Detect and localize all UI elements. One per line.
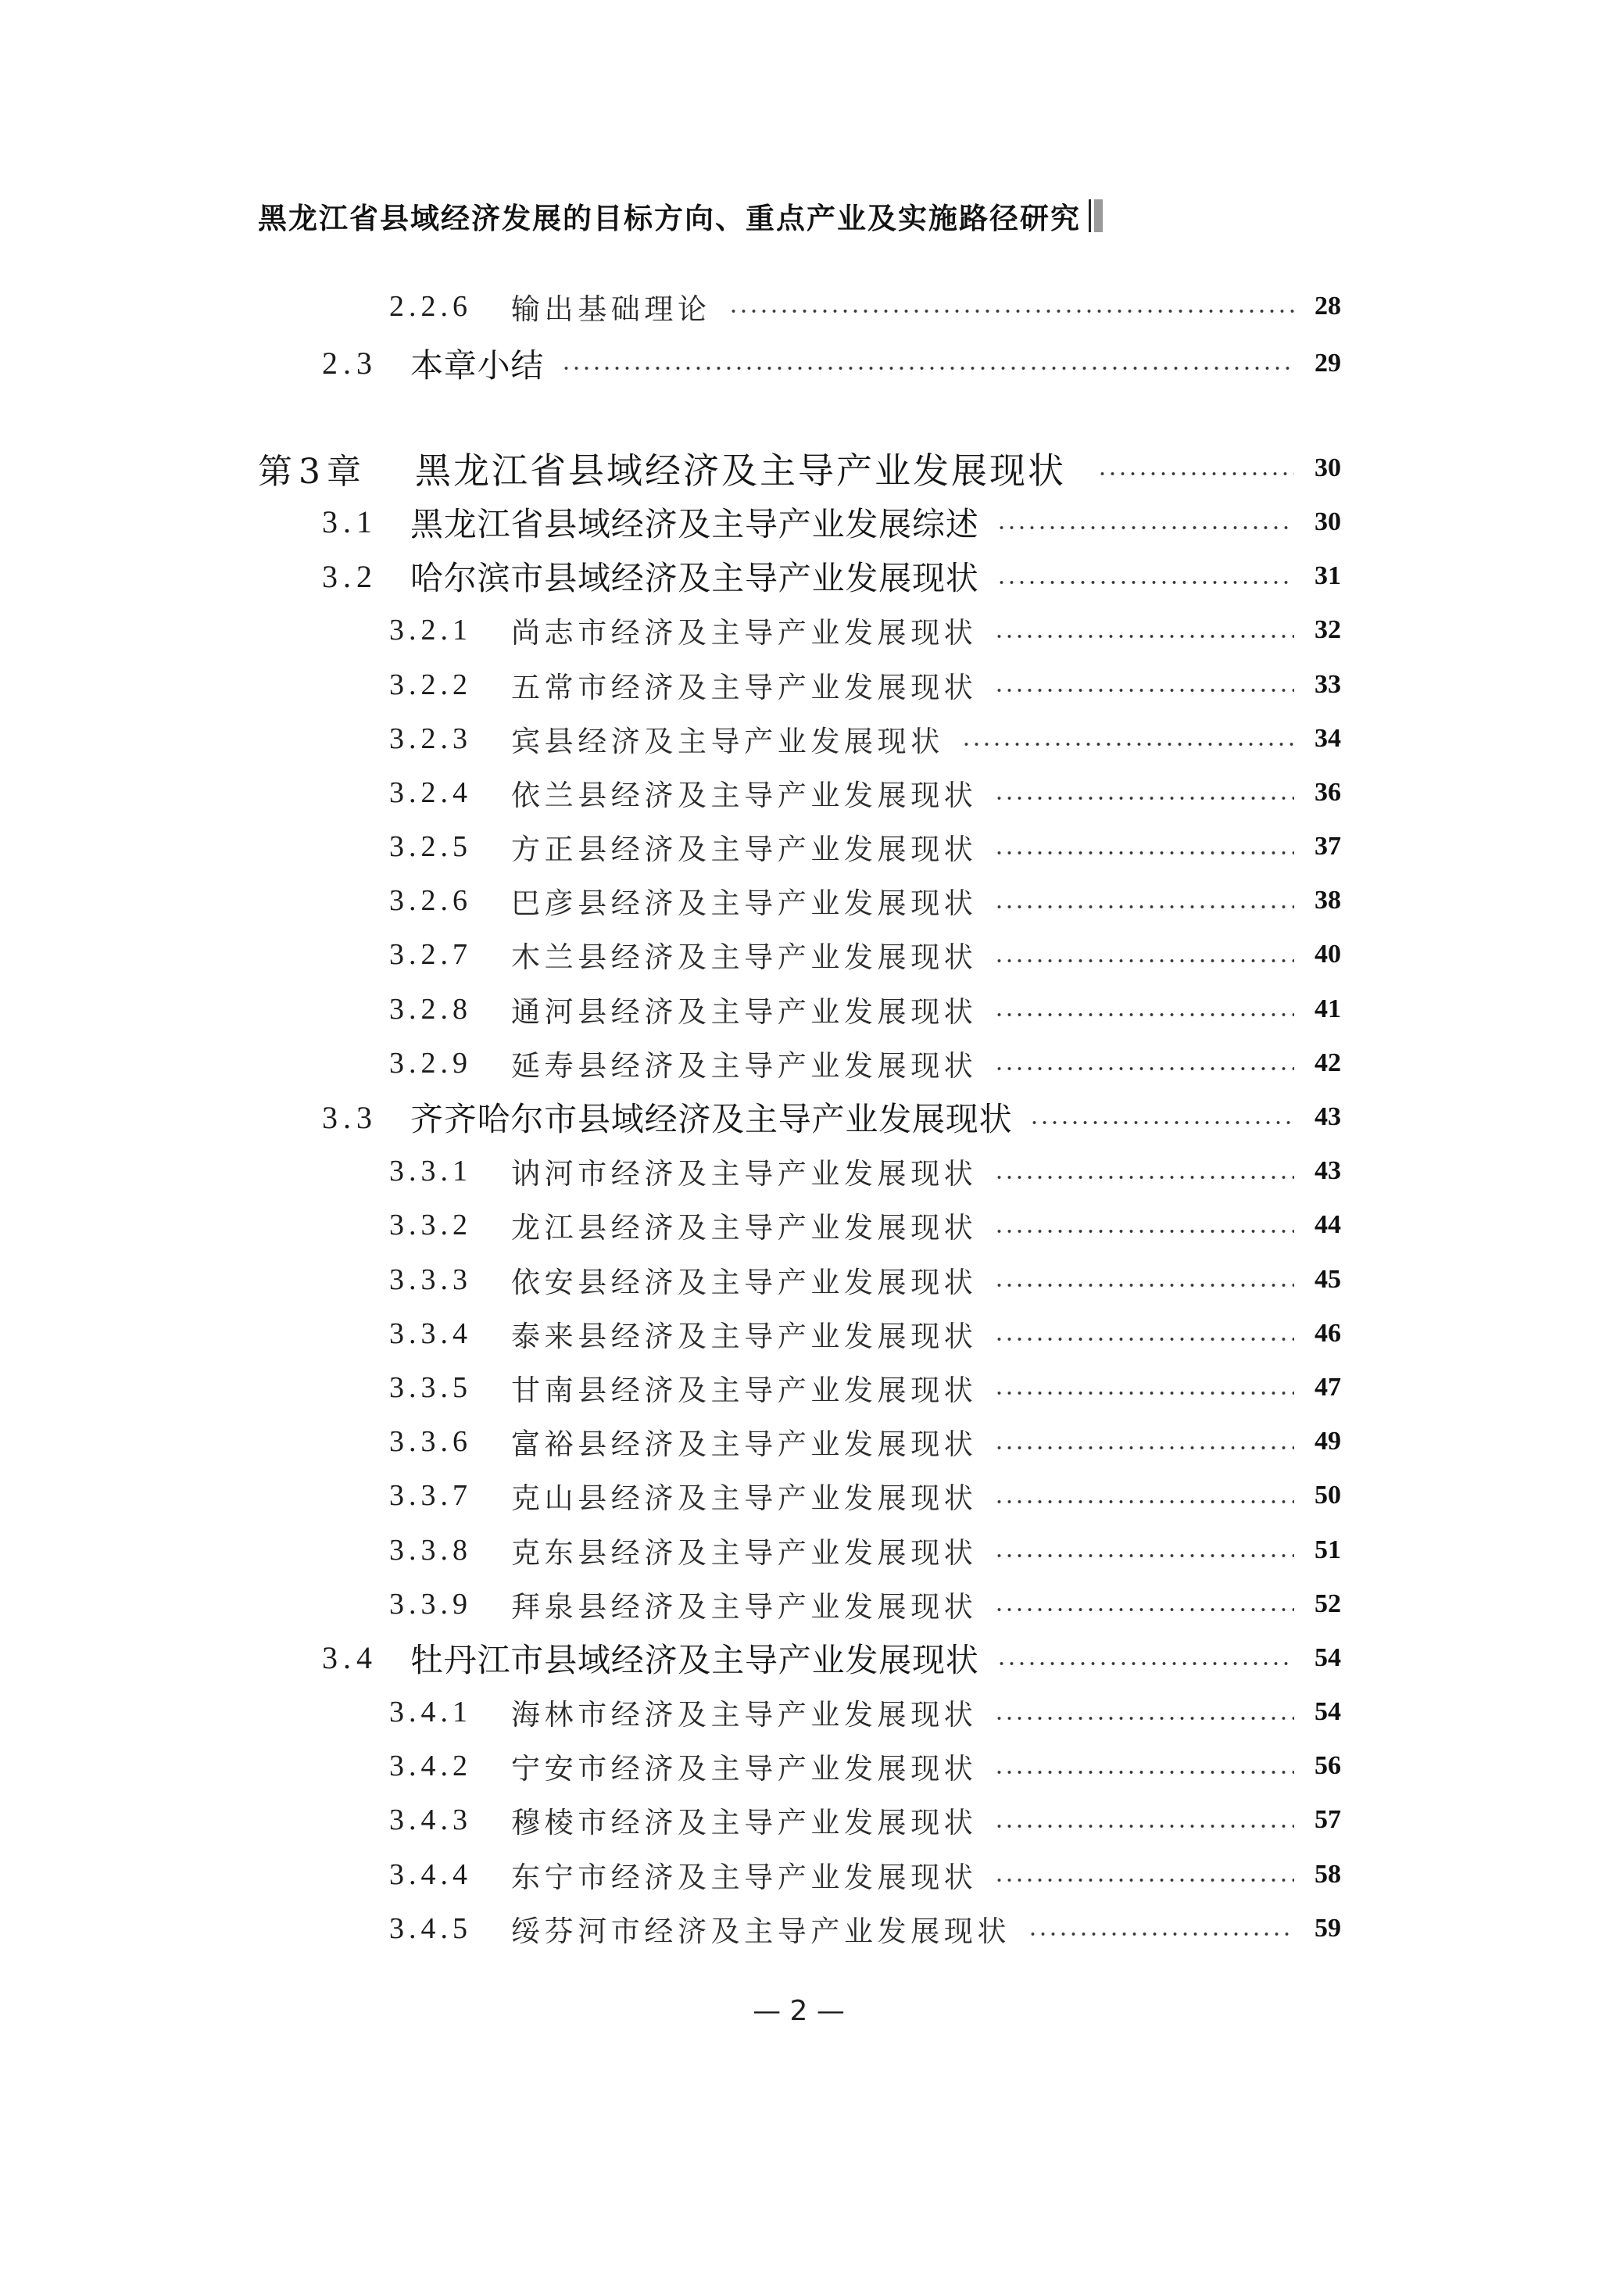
toc-entry-number: 3.3.5 [389, 1370, 472, 1404]
toc-subsection-entry [258, 1523, 1341, 1577]
toc-subsection-entry [258, 1793, 1341, 1847]
toc-entry-title: 延寿县经济及主导产业发展现状 [511, 1048, 978, 1083]
toc-entry-title: 通河县经济及主导产业发展现状 [511, 994, 978, 1029]
toc-subsection-entry [258, 1469, 1341, 1523]
toc-leader-dots [1028, 1901, 1294, 1955]
toc-entry-page: 58 [1315, 1859, 1341, 1889]
toc-entry-page: 51 [1315, 1535, 1341, 1564]
toc-entry-number: 3.2.2 [389, 668, 472, 701]
toc-entry-number: 3.3.4 [389, 1316, 472, 1350]
toc-entry-title: 齐齐哈尔市县域经济及主导产业发展现状 [410, 1100, 1013, 1139]
toc-subsection-entry [258, 711, 1341, 765]
toc-leader-dots [1097, 441, 1294, 495]
toc-subsection-entry [258, 765, 1341, 819]
toc-entry-number: 3.2.6 [389, 884, 472, 918]
toc-entry-page: 43 [1315, 1102, 1341, 1132]
toc-entry-title: 宁安市经济及主导产业发展现状 [511, 1752, 978, 1786]
toc-entry-page: 46 [1315, 1318, 1341, 1348]
toc-leader-dots [994, 1198, 1294, 1252]
toc-entry-page: 37 [1315, 832, 1341, 861]
toc-leader-dots [996, 550, 1294, 604]
toc-subsection-entry [258, 1739, 1341, 1793]
toc-entry-title: 克山县经济及主导产业发展现状 [511, 1481, 978, 1516]
toc-entry-number: 3.3.9 [389, 1587, 472, 1621]
toc-leader-dots [994, 1144, 1294, 1198]
toc-entry-page: 59 [1315, 1913, 1341, 1943]
toc-entry-number: 3.2.5 [389, 830, 472, 864]
toc-entry-title: 本章小结 [410, 346, 545, 385]
toc-section-entry [258, 495, 1341, 549]
toc-subsection-entry [258, 1847, 1341, 1901]
toc-entry-page: 52 [1315, 1589, 1341, 1618]
toc-section-entry [258, 550, 1341, 604]
toc-entry-number: 3.4.1 [389, 1696, 472, 1729]
toc-entry-title: 泰来县经济及主导产业发展现状 [511, 1319, 978, 1353]
toc-entry-title: 宾县经济及主导产业发展现状 [511, 724, 944, 758]
toc-subsection-entry [258, 1198, 1341, 1252]
toc-leader-dots [994, 1685, 1294, 1739]
toc-entry-number: 3.2.8 [389, 992, 472, 1026]
toc-entry-page: 31 [1315, 561, 1341, 591]
toc-leader-dots [994, 657, 1294, 711]
toc-leader-dots [994, 1739, 1294, 1793]
toc-entry-number: 3.3 [322, 1099, 377, 1135]
toc-entry-page: 42 [1315, 1048, 1341, 1077]
toc-entry-title: 讷河市经济及主导产业发展现状 [511, 1157, 978, 1191]
toc-entry-page: 44 [1315, 1210, 1341, 1240]
toc-entry-title: 依安县经济及主导产业发展现状 [511, 1265, 978, 1299]
toc-entry-number: 3.2.4 [389, 776, 472, 809]
toc-entry-number: 3.2 [322, 558, 377, 594]
toc-leader-dots [994, 1469, 1294, 1523]
header-marker-gray-bar [1094, 199, 1103, 232]
toc-leader-dots [994, 1847, 1294, 1901]
toc-leader-dots [994, 1360, 1294, 1414]
toc-leader-dots [996, 495, 1294, 549]
toc-entry-page: 29 [1315, 348, 1341, 378]
toc-leader-dots [994, 874, 1294, 928]
toc-leader-dots [994, 1306, 1294, 1360]
header-marker-thin-bar [1089, 199, 1091, 232]
toc-section-entry [258, 1090, 1341, 1144]
toc-entry-number: 3.1 [322, 504, 377, 540]
toc-entry-page: 57 [1315, 1805, 1341, 1835]
toc-entry-number: 3.2.1 [389, 614, 472, 647]
toc-entry-title: 方正县经济及主导产业发展现状 [511, 833, 978, 867]
toc-entry-page: 56 [1315, 1751, 1341, 1781]
toc-entry-page: 36 [1315, 777, 1341, 807]
toc-entry-page: 38 [1315, 886, 1341, 915]
toc-entry-title: 巴彦县经济及主导产业发展现状 [511, 887, 978, 921]
toc-subsection-entry [258, 1144, 1341, 1198]
toc-entry-page: 43 [1315, 1156, 1341, 1186]
toc-subsection-entry [258, 604, 1341, 657]
toc-entry-title: 龙江县经济及主导产业发展现状 [511, 1211, 978, 1245]
toc-entry-page: 47 [1315, 1372, 1341, 1402]
toc-leader-dots [994, 820, 1294, 874]
toc-leader-dots [994, 928, 1294, 982]
toc-entry-title: 富裕县经济及主导产业发展现状 [511, 1427, 978, 1462]
toc-entry-page: 49 [1315, 1427, 1341, 1456]
toc-entry-number: 2.3 [322, 346, 377, 381]
toc-chapter-title: 黑龙江省县域经济及主导产业发展现状 [415, 449, 1066, 492]
toc-entry-number: 3.4.3 [389, 1804, 472, 1837]
toc-entry-number: 3.3.2 [389, 1209, 472, 1242]
table-of-contents [258, 278, 1341, 1955]
toc-subsection-entry [258, 1901, 1341, 1955]
toc-leader-dots [994, 1415, 1294, 1469]
page-number: — 2 — [753, 1995, 845, 2027]
toc-entry-page: 28 [1315, 292, 1341, 321]
toc-entry-page: 34 [1315, 723, 1341, 753]
toc-entry-number: 3.3.3 [389, 1263, 472, 1296]
toc-entry-title: 绥芬河市经济及主导产业发展现状 [511, 1914, 1011, 1948]
toc-entry-number: 3.3.1 [389, 1155, 472, 1188]
toc-entry-title: 克东县经济及主导产业发展现状 [511, 1535, 978, 1570]
toc-leader-dots [996, 1631, 1294, 1685]
toc-entry-title: 黑龙江省县域经济及主导产业发展综述 [410, 504, 979, 543]
toc-subsection-entry [258, 820, 1341, 874]
toc-entry-page: 54 [1315, 1697, 1341, 1727]
toc-leader-dots [961, 711, 1294, 765]
toc-section-entry [258, 335, 1341, 392]
toc-subsection-entry [258, 278, 1341, 335]
toc-leader-dots [994, 1523, 1294, 1577]
toc-subsection-entry [258, 874, 1341, 928]
toc-subsection-entry [258, 1577, 1341, 1631]
toc-entry-title: 依兰县经济及主导产业发展现状 [511, 778, 978, 812]
toc-entry-title: 输出基础理论 [511, 292, 711, 327]
toc-entry-title: 五常市经济及主导产业发展现状 [511, 670, 978, 704]
toc-leader-dots [994, 1252, 1294, 1306]
toc-entry-title: 尚志市经济及主导产业发展现状 [511, 616, 978, 650]
toc-entry-number: 3.2.7 [389, 938, 472, 972]
toc-subsection-entry [258, 928, 1341, 982]
toc-entry-title: 哈尔滨市县域经济及主导产业发展现状 [410, 559, 979, 598]
toc-chapter-number: 第3章 [258, 451, 367, 492]
toc-subsection-entry [258, 1306, 1341, 1360]
toc-entry-page: 30 [1315, 453, 1341, 482]
toc-entry-title: 木兰县经济及主导产业发展现状 [511, 940, 978, 975]
toc-entry-title: 拜泉县经济及主导产业发展现状 [511, 1589, 978, 1624]
toc-entry-page: 33 [1315, 669, 1341, 699]
toc-leader-dots [1029, 1090, 1294, 1144]
toc-leader-dots [994, 604, 1294, 657]
running-header [258, 195, 1103, 237]
toc-entry-number: 3.3.6 [389, 1425, 472, 1459]
toc-entry-title: 穆棱市经济及主导产业发展现状 [511, 1806, 978, 1840]
toc-subsection-entry [258, 1415, 1341, 1469]
toc-leader-dots [728, 278, 1294, 335]
toc-entry-number: 3.3.7 [389, 1479, 472, 1513]
toc-entry-title: 海林市经济及主导产业发展现状 [511, 1698, 978, 1732]
toc-entry-page: 40 [1315, 940, 1341, 969]
toc-entry-page: 45 [1315, 1264, 1341, 1294]
toc-entry-title: 甘南县经济及主导产业发展现状 [511, 1373, 978, 1407]
toc-entry-number: 2.2.6 [389, 290, 472, 324]
toc-entry-number: 3.2.3 [389, 722, 472, 755]
toc-entry-page: 30 [1315, 507, 1341, 536]
toc-subsection-entry [258, 1252, 1341, 1306]
book-title: 黑龙江省县域经济发展的目标方向、重点产业及实施路径研究 [258, 202, 1081, 235]
toc-entry-number: 3.4 [322, 1640, 377, 1676]
toc-entry-number: 3.3.8 [389, 1533, 472, 1567]
toc-subsection-entry [258, 657, 1341, 711]
toc-subsection-entry [258, 982, 1341, 1036]
toc-leader-dots [994, 1577, 1294, 1631]
toc-leader-dots [994, 765, 1294, 819]
toc-entry-number: 3.4.5 [389, 1911, 472, 1945]
toc-entry-page: 32 [1315, 615, 1341, 645]
toc-entry-number: 3.2.9 [389, 1046, 472, 1080]
toc-subsection-entry [258, 1685, 1341, 1739]
toc-entry-page: 50 [1315, 1481, 1341, 1510]
toc-entry-title: 牡丹江市县域经济及主导产业发展现状 [410, 1640, 979, 1679]
toc-entry-number: 3.4.2 [389, 1750, 472, 1783]
toc-entry-page: 54 [1315, 1642, 1341, 1672]
toc-subsection-entry [258, 1360, 1341, 1414]
toc-entry-page: 41 [1315, 994, 1341, 1023]
toc-leader-dots [994, 1793, 1294, 1847]
toc-chapter-entry [258, 441, 1341, 495]
toc-entry-number: 3.4.4 [389, 1857, 472, 1891]
toc-leader-dots [994, 982, 1294, 1036]
toc-section-entry [258, 1631, 1341, 1685]
toc-leader-dots [561, 335, 1294, 392]
toc-entry-title: 东宁市经济及主导产业发展现状 [511, 1860, 978, 1894]
toc-subsection-entry [258, 1036, 1341, 1090]
toc-leader-dots [994, 1036, 1294, 1090]
